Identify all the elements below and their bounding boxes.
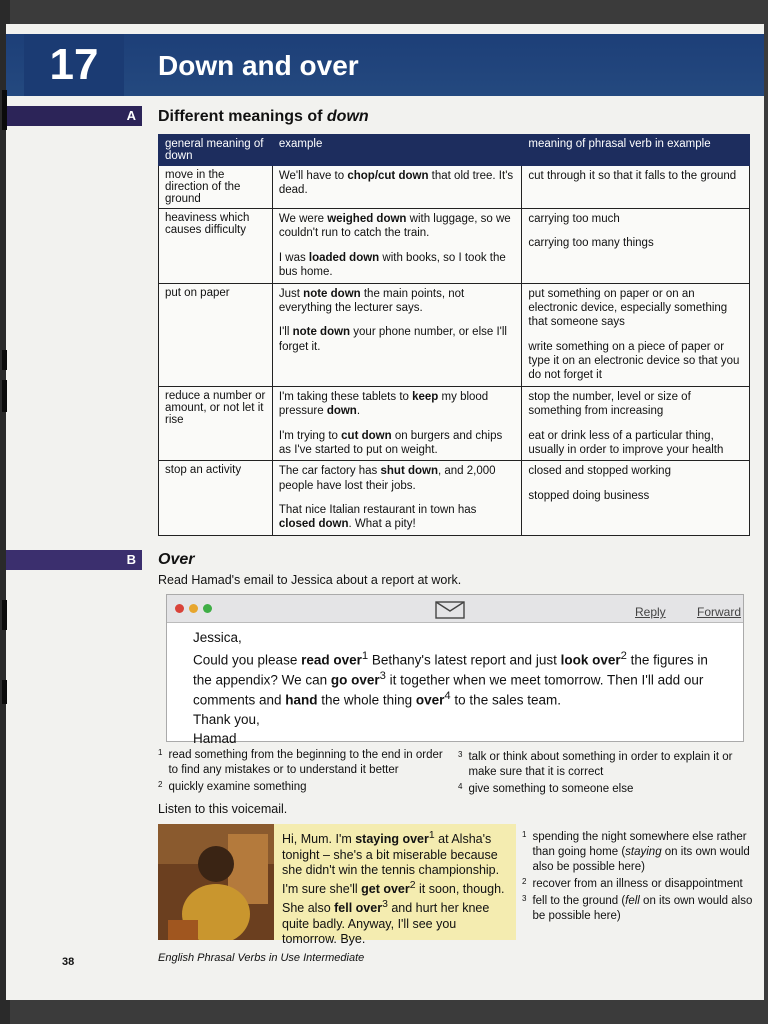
email-intro: Read Hamad's email to Jessica about a report at work. [158, 573, 462, 587]
meaning-cell [522, 166, 750, 209]
email-text: Could you please read over$^1$ Bethany's latest report and just look over$^2$ the figures in the appendix? We can go over$^3$ it together when we meet tomorrow. Then I'll add our comments and hand the whole thing over$^4$ to the sales team. [193, 649, 708, 708]
table-row [159, 283, 750, 386]
email-toolbar [167, 595, 743, 623]
table-row [159, 386, 750, 461]
example-cell [272, 386, 522, 461]
email-notes-left [158, 748, 448, 797]
email-thanks: Thank you, [193, 711, 260, 727]
general-meaning-cell: put on paper [159, 283, 273, 386]
meaning-text: write something on a piece of paper or type it on an electronic device so that you do not forget it [528, 340, 740, 382]
table-header-meaning: meaning of phrasal verb in example [522, 135, 750, 166]
example-sentence: We were weighed down with luggage, so we couldn't run to catch the train. [278, 213, 511, 240]
example-sentence: The car factory has shut down, and 2,000 people have lost their jobs. [278, 465, 496, 492]
voicemail-notes [522, 830, 754, 926]
example-sentence: I'm taking these tablets to keep my blood pressure down. [278, 390, 489, 418]
unit-title: Down and over [158, 50, 359, 81]
section-a-heading-prefix: Different meanings of [158, 108, 327, 125]
example-sentence: I was loaded down with books, so I took the bus home. [278, 251, 506, 279]
reply-link[interactable]: Reply [635, 605, 666, 619]
table-header-general: general meaning of down [159, 135, 273, 166]
section-b-tab: B [6, 550, 142, 570]
example-sentence: I'll note down your phone number, or else I'll forget it. [278, 326, 507, 353]
note-item: 3 talk or think about something in order to explain it or make sure that it is correct [458, 750, 733, 778]
meaning-text: stop the number, level or size of something from increasing [528, 390, 691, 418]
general-meaning-cell: move in the direction of the ground [159, 166, 273, 209]
example-cell [272, 461, 522, 536]
book-title: English Phrasal Verbs in Use Intermediate [158, 952, 365, 964]
voicemail-text: Hi, Mum. I'm staying over$^1$ at Alsha's tonight – she's a bit miserable because she didn't win the tennis championship. I'm sure she'll get over$^2$ it soon, though. She also fell over$^3$ and hurt her knee quite badly. Anyway, I'll see you tomorrow. Bye. [274, 824, 516, 940]
meaning-text: closed and stopped working [528, 465, 671, 478]
forward-link[interactable]: Forward [697, 605, 742, 619]
envelope-icon [435, 601, 465, 619]
example-sentence: That nice Italian restaurant in town has closed down. What a pity! [278, 504, 477, 531]
table-header-example: example [272, 135, 522, 166]
table-row [159, 166, 750, 209]
general-meaning-cell: heaviness which causes difficulty [159, 209, 273, 284]
note-item: 1 read something from the beginning to the end in order to find any mistakes or to understand it better [158, 748, 443, 776]
meaning-text: stopped doing business [528, 489, 650, 502]
meaning-cell [522, 386, 750, 461]
meanings-table-body [159, 166, 750, 536]
meaning-text: carrying too much [528, 213, 620, 225]
voicemail-photo [158, 824, 274, 940]
note-item: 2 quickly examine something [158, 779, 307, 793]
meaning-text: put something on paper or on an electronic device, especially something that someone says [528, 287, 728, 329]
section-a-heading-word: down [326, 108, 369, 125]
voicemail-intro: Listen to this voicemail. [158, 802, 288, 816]
note-item: 4 give something to someone else [458, 781, 634, 795]
email-greeting: Jessica, [193, 630, 242, 645]
minimize-dot-icon[interactable] [189, 604, 198, 613]
table-row [159, 461, 750, 536]
page-number: 38 [62, 956, 75, 968]
note-item: 1 spending the night somewhere else rather than going home (staying on its own would also be possible here) [522, 830, 750, 873]
meaning-text: eat or drink less of a particular thing, usually in order to improve your health [528, 429, 724, 456]
general-meaning-cell: stop an activity [159, 461, 273, 536]
example-sentence: We'll have to chop/cut down that old tree. It's dead. [278, 170, 514, 197]
page [6, 24, 764, 1000]
note-item: 3 fell to the ground (fell on its own would also be possible here) [522, 893, 753, 922]
example-cell [272, 283, 522, 386]
maximize-dot-icon[interactable] [203, 604, 212, 613]
section-a-tab: A [6, 106, 142, 126]
section-a-heading [158, 108, 369, 126]
example-cell [272, 209, 522, 284]
meaning-cell [522, 209, 750, 284]
example-cell [272, 166, 522, 209]
email-window [166, 594, 744, 747]
meanings-table [158, 134, 750, 536]
note-item: 2 recover from an illness or disappointment [522, 876, 743, 890]
example-sentence: I'm trying to cut down on burgers and chips as I've started to put on weight. [278, 429, 503, 456]
email-body [167, 623, 743, 756]
example-sentence: Just note down the main points, not everything the lecturer says. [278, 287, 465, 314]
meaning-text: carrying too many things [528, 237, 654, 250]
meaning-cell [522, 461, 750, 536]
section-b-heading: Over [158, 551, 195, 568]
close-dot-icon[interactable] [175, 604, 184, 613]
meaning-cell [522, 283, 750, 386]
table-row [159, 209, 750, 284]
email-signature: Hamad [193, 731, 237, 747]
email-notes-right [458, 750, 750, 799]
meaning-text: cut through it so that it falls to the ground [528, 170, 737, 182]
unit-number: 17 [24, 34, 124, 96]
general-meaning-cell: reduce a number or amount, or not let it rise [159, 386, 273, 461]
